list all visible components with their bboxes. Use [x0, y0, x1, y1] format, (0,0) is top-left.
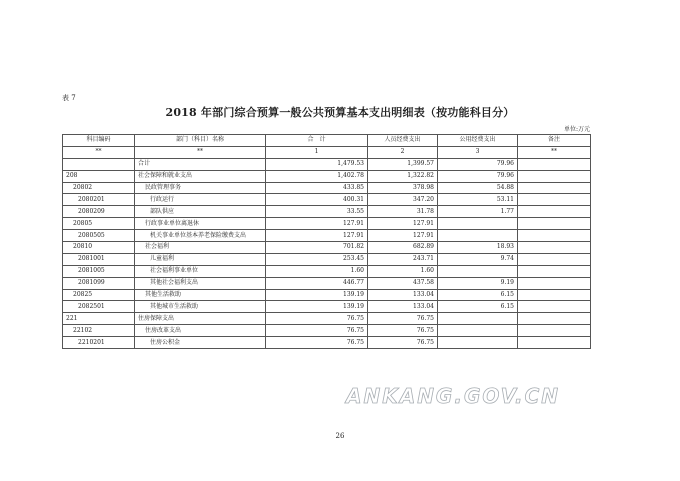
table-row [63, 289, 591, 301]
total-cell: 33.55 [266, 206, 368, 218]
header-personnel: 人员经费支出 [368, 135, 438, 147]
site-watermark: ANKANG.GOV.CN [346, 384, 561, 408]
name-cell: 民政管理事务 [135, 182, 266, 194]
code-cell: 20802 [63, 182, 135, 194]
total-cell: 1.60 [266, 265, 368, 277]
note-cell [518, 325, 591, 337]
public-cell [438, 265, 518, 277]
header-name: 部门（科目）名称 [135, 135, 266, 147]
public-cell: 79.96 [438, 158, 518, 170]
code-cell: 22102 [63, 325, 135, 337]
code-cell: 2081005 [63, 265, 135, 277]
name-cell: 住房保障支出 [135, 313, 266, 325]
table-row [63, 206, 591, 218]
table-row [63, 194, 591, 206]
table-row [63, 325, 591, 337]
total-cell: 433.85 [266, 182, 368, 194]
personnel-cell: 76.75 [368, 325, 438, 337]
code-cell [63, 158, 135, 170]
personnel-cell: 1,322.82 [368, 170, 438, 182]
personnel-cell: 347.20 [368, 194, 438, 206]
header-total: 合 计 [266, 135, 368, 147]
total-cell: 446.77 [266, 277, 368, 289]
code-cell: 2080201 [63, 194, 135, 206]
page-number: 26 [335, 432, 345, 440]
code-cell: 2210201 [63, 337, 135, 349]
header-note: 备注 [518, 135, 591, 147]
index-cell: 1 [266, 146, 368, 158]
name-cell: 合计 [135, 158, 266, 170]
note-cell [518, 158, 591, 170]
table-row [63, 253, 591, 265]
index-row [63, 146, 591, 158]
code-cell: 2080209 [63, 206, 135, 218]
table-row [63, 158, 591, 170]
code-cell: 2081001 [63, 253, 135, 265]
total-cell: 127.91 [266, 218, 368, 230]
personnel-cell: 133.04 [368, 289, 438, 301]
table-row [63, 182, 591, 194]
table-row [63, 277, 591, 289]
index-cell: 2 [368, 146, 438, 158]
name-cell: 儿童福利 [135, 253, 266, 265]
table-row [63, 337, 591, 349]
name-cell: 住房公积金 [135, 337, 266, 349]
table-row [63, 265, 591, 277]
personnel-cell: 133.04 [368, 301, 438, 313]
document-title: 2018 年部门综合预算一般公共预算基本支出明细表（按功能科目分） [165, 106, 515, 119]
code-cell: 208 [63, 170, 135, 182]
public-cell: 9.19 [438, 277, 518, 289]
name-cell: 机关事业单位基本养老保险缴费支出 [135, 230, 266, 242]
table-row [63, 313, 591, 325]
public-cell: 6.15 [438, 301, 518, 313]
total-cell: 127.91 [266, 230, 368, 242]
table-row [63, 170, 591, 182]
personnel-cell: 682.89 [368, 242, 438, 254]
total-cell: 701.82 [266, 242, 368, 254]
personnel-cell: 127.91 [368, 218, 438, 230]
personnel-cell: 1,399.57 [368, 158, 438, 170]
note-cell [518, 313, 591, 325]
header-code: 科目编码 [63, 135, 135, 147]
header-public: 公用经费支出 [438, 135, 518, 147]
name-cell: 行政运行 [135, 194, 266, 206]
note-cell [518, 253, 591, 265]
personnel-cell: 437.58 [368, 277, 438, 289]
unit-label: 单位:万元 [563, 126, 590, 133]
total-cell: 253.45 [266, 253, 368, 265]
public-cell: 53.11 [438, 194, 518, 206]
index-cell: ** [518, 146, 591, 158]
total-cell: 76.75 [266, 325, 368, 337]
note-cell [518, 301, 591, 313]
note-cell [518, 194, 591, 206]
personnel-cell: 31.78 [368, 206, 438, 218]
code-cell: 2082501 [63, 301, 135, 313]
public-cell: 9.74 [438, 253, 518, 265]
code-cell: 20825 [63, 289, 135, 301]
total-cell: 1,402.78 [266, 170, 368, 182]
public-cell [438, 337, 518, 349]
personnel-cell: 378.98 [368, 182, 438, 194]
personnel-cell: 127.91 [368, 230, 438, 242]
note-cell [518, 277, 591, 289]
name-cell: 社会保障和就业支出 [135, 170, 266, 182]
code-cell: 2081099 [63, 277, 135, 289]
name-cell: 其他生活救助 [135, 289, 266, 301]
public-cell [438, 218, 518, 230]
total-cell: 76.75 [266, 313, 368, 325]
public-cell: 79.96 [438, 170, 518, 182]
note-cell [518, 170, 591, 182]
total-cell: 139.19 [266, 301, 368, 313]
personnel-cell: 76.75 [368, 337, 438, 349]
name-cell: 其他城市生活救助 [135, 301, 266, 313]
note-cell [518, 206, 591, 218]
public-cell [438, 230, 518, 242]
personnel-cell: 1.60 [368, 265, 438, 277]
public-cell [438, 313, 518, 325]
total-cell: 76.75 [266, 337, 368, 349]
note-cell [518, 182, 591, 194]
total-cell: 400.31 [266, 194, 368, 206]
table-row [63, 230, 591, 242]
code-cell: 2080505 [63, 230, 135, 242]
public-cell: 1.77 [438, 206, 518, 218]
index-cell: 3 [438, 146, 518, 158]
name-cell: 社会福利事业单位 [135, 265, 266, 277]
personnel-cell: 76.75 [368, 313, 438, 325]
total-cell: 1,479.53 [266, 158, 368, 170]
code-cell: 20805 [63, 218, 135, 230]
public-cell: 6.15 [438, 289, 518, 301]
public-cell: 54.88 [438, 182, 518, 194]
note-cell [518, 265, 591, 277]
public-cell [438, 325, 518, 337]
name-cell: 社会福利 [135, 242, 266, 254]
table-row [63, 301, 591, 313]
name-cell: 其他社会福利支出 [135, 277, 266, 289]
index-cell: ** [135, 146, 266, 158]
note-cell [518, 337, 591, 349]
code-cell: 221 [63, 313, 135, 325]
code-cell: 20810 [63, 242, 135, 254]
budget-table [62, 134, 591, 349]
name-cell: 住房改革支出 [135, 325, 266, 337]
index-cell: ** [63, 146, 135, 158]
name-cell: 行政事业单位离退休 [135, 218, 266, 230]
note-cell [518, 242, 591, 254]
header-row [63, 135, 591, 147]
name-cell: 部队供应 [135, 206, 266, 218]
table-row [63, 242, 591, 254]
total-cell: 139.19 [266, 289, 368, 301]
personnel-cell: 243.71 [368, 253, 438, 265]
table-row [63, 218, 591, 230]
public-cell: 18.93 [438, 242, 518, 254]
table-label: 表 7 [62, 94, 76, 102]
note-cell [518, 289, 591, 301]
note-cell [518, 230, 591, 242]
note-cell [518, 218, 591, 230]
